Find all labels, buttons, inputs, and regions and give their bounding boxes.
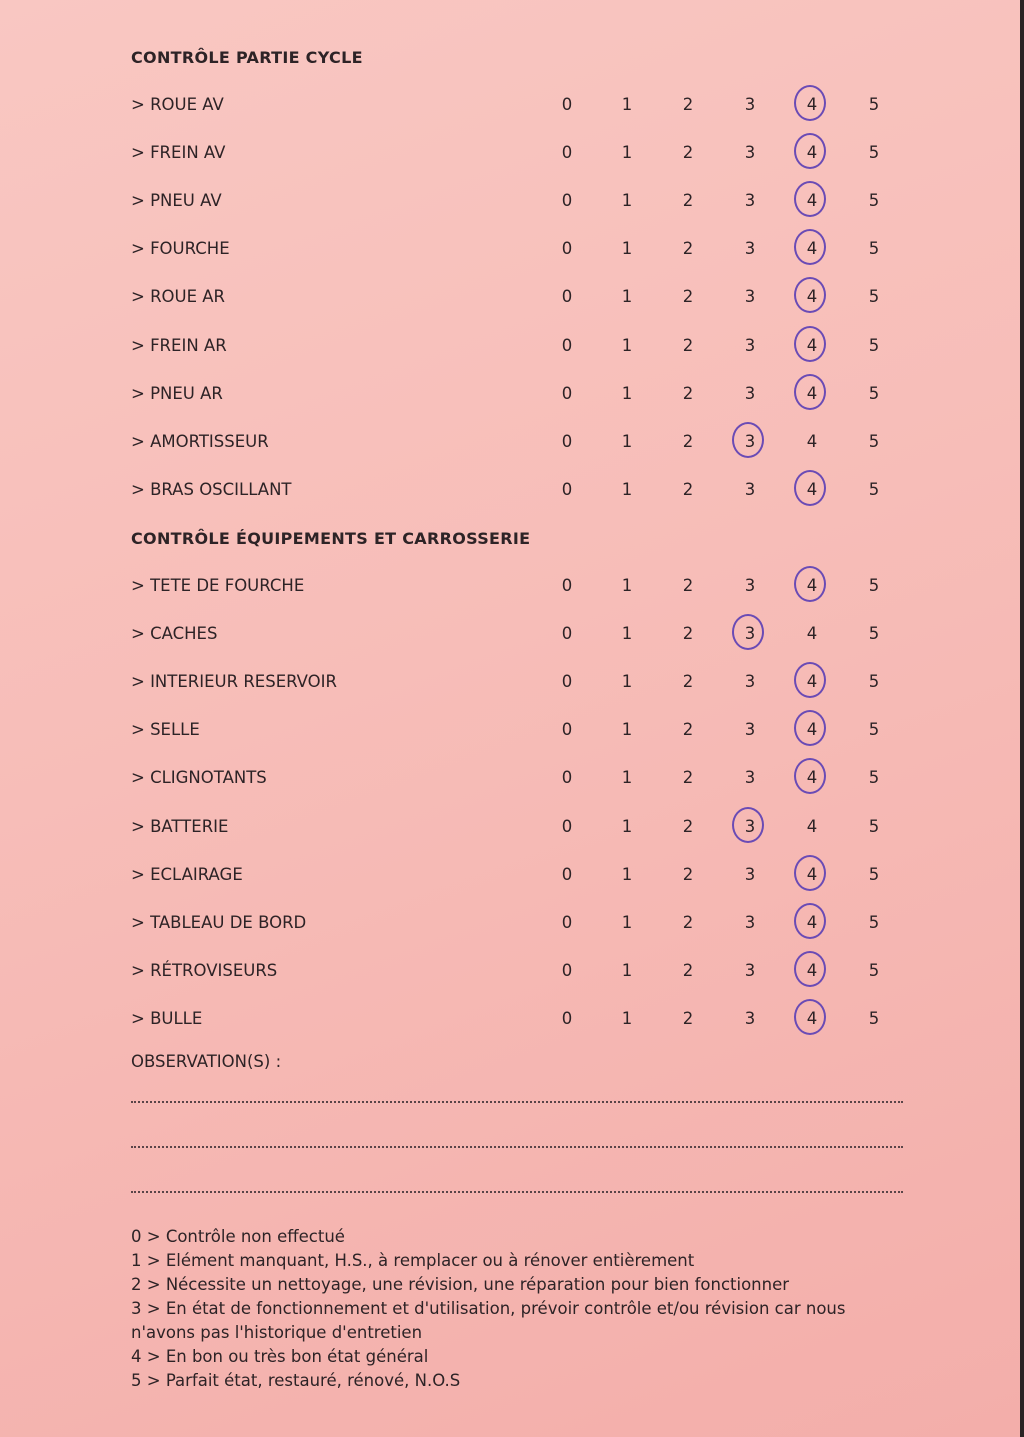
rating-option-4[interactable]: 4 <box>797 908 827 938</box>
rating-option-4[interactable]: 4 <box>797 475 827 505</box>
item-label: > FOURCHE <box>131 239 230 259</box>
item-label: > PNEU AR <box>131 383 223 403</box>
rating-option-4[interactable]: 4 <box>797 138 827 168</box>
rating-option-2[interactable]: 2 <box>682 720 694 740</box>
rating-row <box>0 90 1024 120</box>
rating-option-5[interactable]: 5 <box>868 431 880 451</box>
rating-option-3[interactable]: 3 <box>744 720 756 740</box>
item-label: > AMORTISSEUR <box>131 431 269 451</box>
rating-option-5[interactable]: 5 <box>868 816 880 836</box>
rating-option-3[interactable]: 3 <box>744 239 756 259</box>
rating-option-3[interactable]: 3 <box>744 576 756 595</box>
legend-line: 5 > Parfait état, restauré, rénové, N.O.S <box>131 1371 461 1390</box>
rating-option-0[interactable]: 0 <box>561 191 573 211</box>
rating-option-2[interactable]: 2 <box>682 191 694 211</box>
rating-option-3[interactable]: 3 <box>744 287 756 307</box>
rating-option-0[interactable]: 0 <box>561 624 573 644</box>
rating-option-2[interactable]: 2 <box>682 1008 694 1028</box>
rating-option-3[interactable]: 3 <box>744 1008 756 1028</box>
rating-option-3[interactable]: 3 <box>744 143 756 163</box>
section-title-cycle: CONTRÔLE PARTIE CYCLE <box>131 48 363 67</box>
rating-option-1[interactable]: 1 <box>621 479 633 499</box>
rating-option-3[interactable]: 3 <box>744 912 756 932</box>
observations-label: OBSERVATION(S) : <box>131 1052 282 1071</box>
item-label: > ROUE AR <box>131 287 226 307</box>
observation-line-1[interactable] <box>131 1101 903 1103</box>
rating-option-2[interactable]: 2 <box>682 143 694 163</box>
item-label: > ROUE AV <box>131 95 224 114</box>
observation-line-2[interactable] <box>131 1146 903 1148</box>
rating-option-0[interactable]: 0 <box>561 768 573 788</box>
rating-option-2[interactable]: 2 <box>682 239 694 259</box>
rating-option-4[interactable]: 4 <box>797 379 827 409</box>
rating-option-0[interactable]: 0 <box>561 287 573 307</box>
rating-row <box>0 234 1024 264</box>
rating-option-4[interactable]: 4 <box>797 1004 827 1034</box>
rating-option-1[interactable]: 1 <box>621 143 633 163</box>
rating-option-4[interactable]: 4 <box>797 956 827 986</box>
rating-option-5[interactable]: 5 <box>868 576 880 595</box>
rating-option-4[interactable]: 4 <box>797 331 827 361</box>
rating-row <box>0 186 1024 216</box>
rating-option-5[interactable]: 5 <box>868 287 880 307</box>
item-label: > TABLEAU DE BORD <box>131 912 307 932</box>
rating-option-1[interactable]: 1 <box>621 912 633 932</box>
rating-option-3[interactable]: 3 <box>744 95 756 114</box>
rating-option-2[interactable]: 2 <box>682 383 694 403</box>
rating-row <box>0 715 1024 745</box>
rating-option-3[interactable]: 3 <box>744 335 756 355</box>
paper-edge <box>1020 0 1024 1437</box>
rating-option-2[interactable]: 2 <box>682 431 694 451</box>
rating-option-0[interactable]: 0 <box>561 864 573 884</box>
rating-option-4[interactable]: 4 <box>806 624 818 644</box>
rating-option-2[interactable]: 2 <box>682 912 694 932</box>
rating-option-0[interactable]: 0 <box>561 335 573 355</box>
rating-option-1[interactable]: 1 <box>621 191 633 211</box>
rating-option-0[interactable]: 0 <box>561 720 573 740</box>
rating-option-5[interactable]: 5 <box>868 768 880 788</box>
rating-option-1[interactable]: 1 <box>621 960 633 980</box>
item-label: > ECLAIRAGE <box>131 864 243 884</box>
legend-line: 4 > En bon ou très bon état général <box>131 1347 429 1366</box>
rating-option-2[interactable]: 2 <box>682 960 694 980</box>
rating-option-0[interactable]: 0 <box>561 479 573 499</box>
rating-option-3[interactable]: 3 <box>735 427 765 457</box>
rating-option-1[interactable]: 1 <box>621 431 633 451</box>
rating-option-5[interactable]: 5 <box>868 624 880 644</box>
rating-option-2[interactable]: 2 <box>682 768 694 788</box>
rating-row <box>0 331 1024 361</box>
rating-option-0[interactable]: 0 <box>561 95 573 114</box>
rating-row <box>0 908 1024 938</box>
rating-row <box>0 379 1024 409</box>
rating-option-3[interactable]: 3 <box>735 812 765 842</box>
rating-option-3[interactable]: 3 <box>744 191 756 211</box>
rating-option-0[interactable]: 0 <box>561 431 573 451</box>
rating-option-1[interactable]: 1 <box>621 335 633 355</box>
rating-option-1[interactable]: 1 <box>621 624 633 644</box>
rating-option-2[interactable]: 2 <box>682 864 694 884</box>
item-label: > TETE DE FOURCHE <box>131 576 305 595</box>
rating-option-2[interactable]: 2 <box>682 335 694 355</box>
rating-row <box>0 763 1024 793</box>
item-label: > FREIN AV <box>131 143 226 163</box>
rating-option-0[interactable]: 0 <box>561 239 573 259</box>
rating-option-5[interactable]: 5 <box>868 720 880 740</box>
rating-option-5[interactable]: 5 <box>868 239 880 259</box>
legend-line: 1 > Elément manquant, H.S., à remplacer ou à rénover entièrement <box>131 1251 695 1270</box>
rating-option-1[interactable]: 1 <box>621 672 633 692</box>
rating-option-1[interactable]: 1 <box>621 768 633 788</box>
rating-option-5[interactable]: 5 <box>868 143 880 163</box>
rating-option-0[interactable]: 0 <box>561 816 573 836</box>
rating-option-1[interactable]: 1 <box>621 383 633 403</box>
rating-option-3[interactable]: 3 <box>744 960 756 980</box>
rating-option-5[interactable]: 5 <box>868 191 880 211</box>
rating-row <box>0 138 1024 168</box>
rating-option-5[interactable]: 5 <box>868 912 880 932</box>
rating-option-0[interactable]: 0 <box>561 960 573 980</box>
rating-option-5[interactable]: 5 <box>868 95 880 114</box>
rating-option-2[interactable]: 2 <box>682 95 694 114</box>
rating-option-5[interactable]: 5 <box>868 960 880 980</box>
rating-option-1[interactable]: 1 <box>621 576 633 595</box>
rating-row <box>0 956 1024 986</box>
rating-row <box>0 571 1024 601</box>
rating-option-5[interactable]: 5 <box>868 864 880 884</box>
rating-option-5[interactable]: 5 <box>868 383 880 403</box>
rating-option-4[interactable]: 4 <box>806 431 818 451</box>
rating-option-2[interactable]: 2 <box>682 672 694 692</box>
item-label: > INTERIEUR RESERVOIR <box>131 672 337 692</box>
rating-option-1[interactable]: 1 <box>621 864 633 884</box>
item-label: > CLIGNOTANTS <box>131 768 267 788</box>
rating-option-4[interactable]: 4 <box>797 234 827 264</box>
rating-option-1[interactable]: 1 <box>621 239 633 259</box>
rating-option-3[interactable]: 3 <box>744 479 756 499</box>
item-label: > FREIN AR <box>131 335 227 355</box>
legend-line: n'avons pas l'historique d'entretien <box>131 1323 423 1342</box>
rating-option-3[interactable]: 3 <box>744 864 756 884</box>
rating-row <box>0 1004 1024 1034</box>
rating-row <box>0 667 1024 697</box>
rating-option-0[interactable]: 0 <box>561 1008 573 1028</box>
rating-row <box>0 619 1024 649</box>
rating-option-1[interactable]: 1 <box>621 720 633 740</box>
item-label: > BRAS OSCILLANT <box>131 479 292 499</box>
rating-option-4[interactable]: 4 <box>797 571 827 601</box>
rating-option-2[interactable]: 2 <box>682 816 694 836</box>
item-label: > PNEU AV <box>131 191 222 211</box>
rating-option-5[interactable]: 5 <box>868 1008 880 1028</box>
rating-option-4[interactable]: 4 <box>797 282 827 312</box>
rating-row <box>0 475 1024 505</box>
rating-legend <box>131 1225 901 1393</box>
rating-option-4[interactable]: 4 <box>797 186 827 216</box>
rating-option-4[interactable]: 4 <box>797 715 827 745</box>
rating-option-1[interactable]: 1 <box>621 95 633 114</box>
rating-option-5[interactable]: 5 <box>868 479 880 499</box>
rating-option-0[interactable]: 0 <box>561 383 573 403</box>
item-label: > CACHES <box>131 624 218 644</box>
item-label: > RÉTROVISEURS <box>131 960 278 980</box>
rating-option-3[interactable]: 3 <box>735 619 765 649</box>
rating-option-1[interactable]: 1 <box>621 287 633 307</box>
rating-option-4[interactable]: 4 <box>797 90 827 120</box>
rating-option-2[interactable]: 2 <box>682 479 694 499</box>
rating-option-5[interactable]: 5 <box>868 672 880 692</box>
rating-option-0[interactable]: 0 <box>561 672 573 692</box>
rating-row <box>0 812 1024 842</box>
rating-option-2[interactable]: 2 <box>682 624 694 644</box>
rating-option-4[interactable]: 4 <box>806 816 818 836</box>
rating-option-0[interactable]: 0 <box>561 912 573 932</box>
rating-row <box>0 860 1024 890</box>
item-label: > BATTERIE <box>131 816 229 836</box>
rating-option-3[interactable]: 3 <box>744 768 756 788</box>
rating-option-4[interactable]: 4 <box>797 667 827 697</box>
rating-option-4[interactable]: 4 <box>797 763 827 793</box>
legend-line: 3 > En état de fonctionnement et d'utilisation, prévoir contrôle et/ou révision car nous <box>131 1299 846 1318</box>
rating-option-2[interactable]: 2 <box>682 287 694 307</box>
legend-line: 0 > Contrôle non effectué <box>131 1227 345 1246</box>
legend-line: 2 > Nécessite un nettoyage, une révision, une réparation pour bien fonctionner <box>131 1275 790 1294</box>
rating-option-0[interactable]: 0 <box>561 143 573 163</box>
observation-line-3[interactable] <box>131 1191 903 1193</box>
rating-option-1[interactable]: 1 <box>621 1008 633 1028</box>
rating-option-5[interactable]: 5 <box>868 335 880 355</box>
rating-option-2[interactable]: 2 <box>682 576 694 595</box>
rating-option-1[interactable]: 1 <box>621 816 633 836</box>
item-label: > SELLE <box>131 720 200 740</box>
section-title-equipment: CONTRÔLE ÉQUIPEMENTS ET CARROSSERIE <box>131 529 531 548</box>
item-label: > BULLE <box>131 1008 203 1028</box>
rating-row <box>0 427 1024 457</box>
rating-option-3[interactable]: 3 <box>744 672 756 692</box>
rating-option-4[interactable]: 4 <box>797 860 827 890</box>
rating-option-0[interactable]: 0 <box>561 576 573 595</box>
rating-option-3[interactable]: 3 <box>744 383 756 403</box>
rating-row <box>0 282 1024 312</box>
